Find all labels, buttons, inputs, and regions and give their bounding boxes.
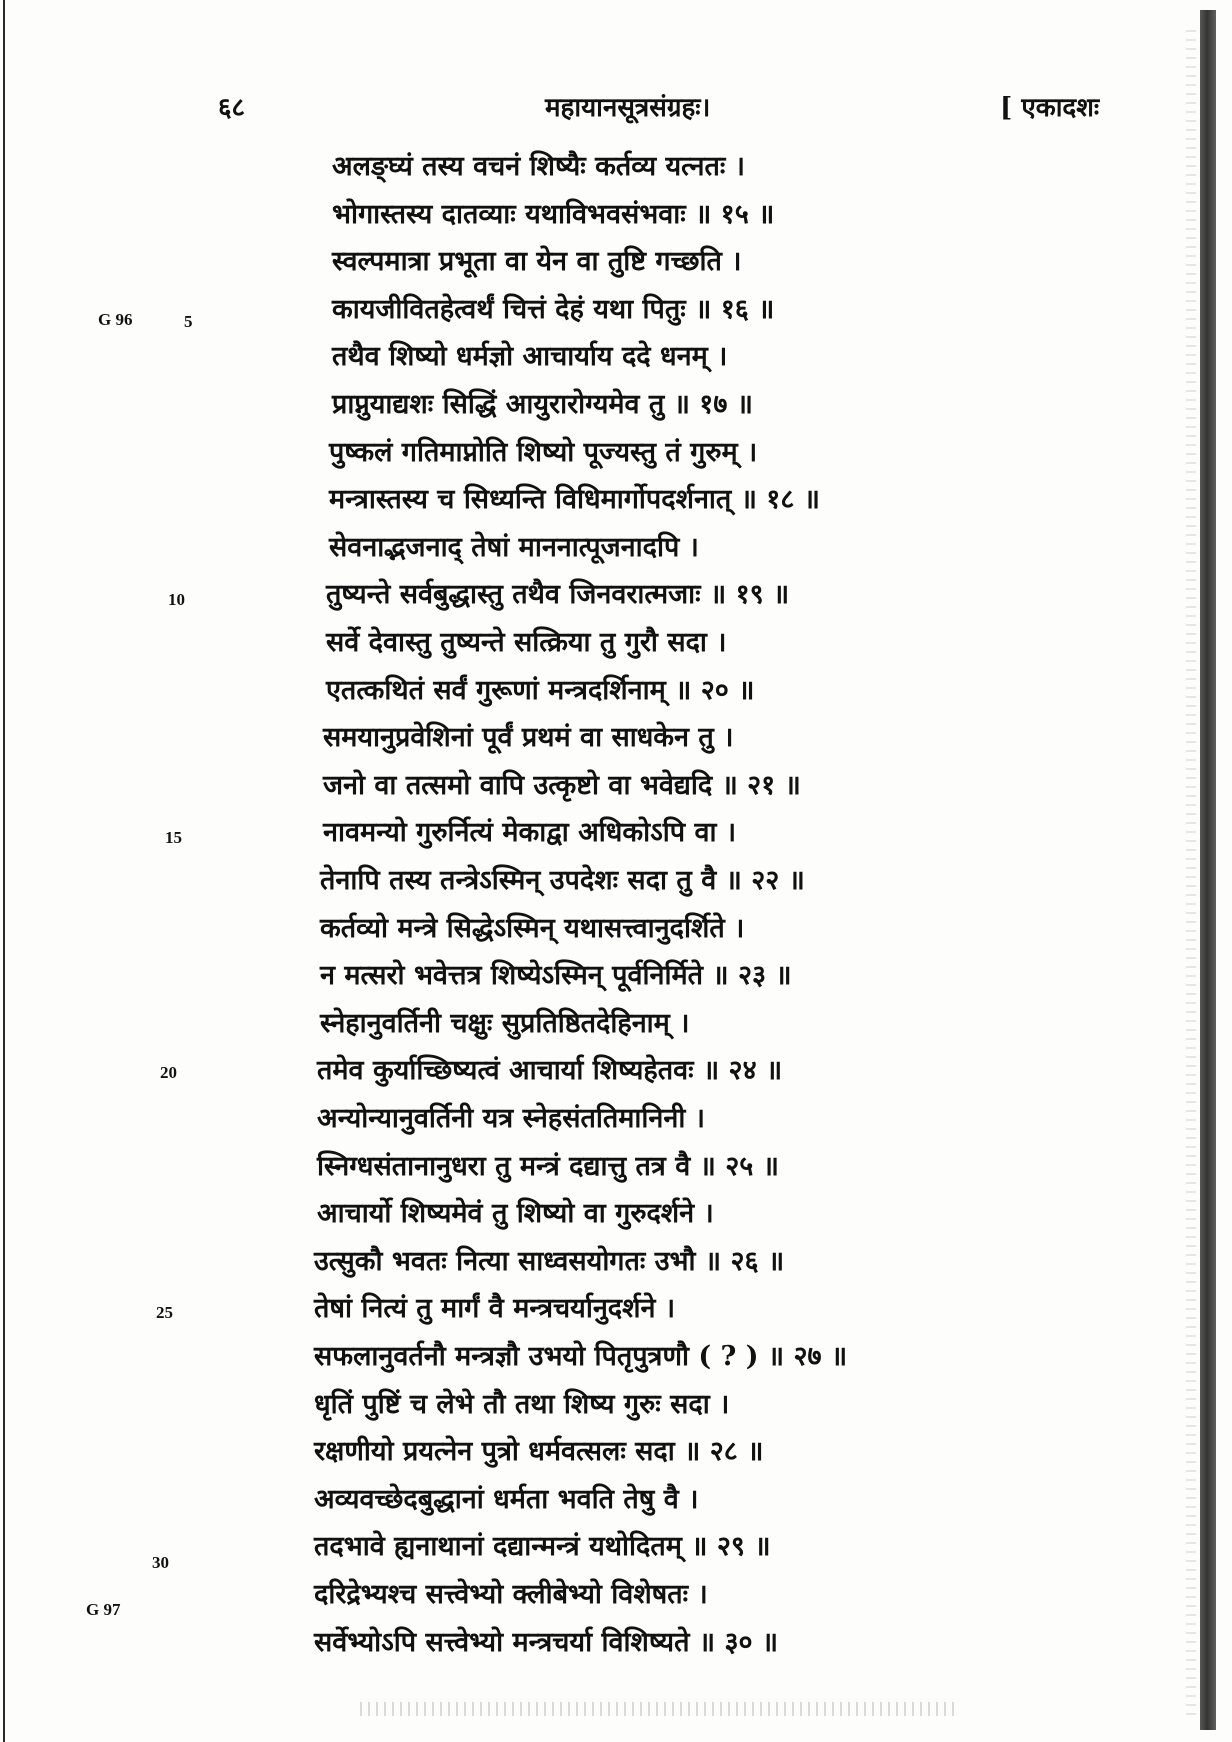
verse-line: समयानुप्रवेशिनां पूर्वं प्रथमं वा साधकेन तु । [323, 722, 734, 753]
line-number-20: 20 [160, 1063, 177, 1082]
verse-line: धृतिं पुष्टिं च लेभे तौ तथा शिष्य गुरुः सदा । [314, 1389, 730, 1420]
verse-line: तेषां नित्यं तु मार्गं वै मन्त्रचर्यानुदर्शने । [314, 1293, 676, 1324]
verse-line: रक्षणीयो प्रयत्नेन पुत्रो धर्मवत्सलः सदा ॥ २८ ॥ [314, 1436, 764, 1467]
page-edge-left [3, 0, 5, 1742]
folio-ref-g96: G 96 [98, 310, 133, 329]
verse-line: पुष्कलं गतिमाप्नोति शिष्यो पूज्यस्तु तं गुरुम् । [329, 437, 758, 468]
verse-line: सेवनाद्भजनाद् तेषां माननात्पूजनादपि । [329, 532, 699, 563]
verse-line: भोगास्तस्य दातव्याः यथाविभवसंभवाः ॥ १५ ॥ [332, 199, 775, 230]
verse-line: कायजीवितहेत्वर्थं चित्तं देहं यथा पितुः ॥ १६ ॥ [332, 294, 775, 325]
verse-line: स्वल्पमात्रा प्रभूता वा येन वा तुष्टि गच्छति । [332, 246, 742, 277]
verse-line: नावमन्यो गुरुर्नित्यं मेकाद्वा अधिकोऽपि वा । [323, 817, 737, 848]
verse-line: तथैव शिष्यो धर्मज्ञो आचार्याय ददे धनम् । [332, 341, 728, 372]
chapter-marker: [ एकादशः [1000, 93, 1100, 123]
verse-line: तेनापि तस्य तन्त्रेऽस्मिन् उपदेशः सदा तु वै ॥ २२ ॥ [320, 865, 805, 896]
verse-line: मन्त्रास्तस्य च सिध्यन्ति विधिमार्गोपदर्शनात् ॥ १८ ॥ [329, 484, 820, 515]
verse-line: स्नेहानुवर्तिनी चक्षुः सुप्रतिष्ठितदेहिनाम् । [320, 1008, 690, 1039]
verse-line: कर्तव्यो मन्त्रे सिद्धेऽस्मिन् यथासत्त्वानुदर्शिते । [320, 913, 745, 944]
book-spine-shadow [1200, 10, 1216, 1730]
verse-line: तुष्यन्ते सर्वबुद्धास्तु तथैव जिनवरात्मजाः ॥ १९ ॥ [326, 579, 790, 610]
folio-ref-g97: G 97 [86, 1600, 121, 1619]
verse-line: स्निग्धसंतानानुधरा तु मन्त्रं दद्यात्तु तत्र वै ॥ २५ ॥ [317, 1151, 779, 1182]
page-number: ६८ [218, 93, 246, 123]
verse-line: दरिद्रेभ्यश्च सत्त्वेभ्यो क्लीबेभ्यो विशेषतः । [314, 1579, 708, 1610]
scan-speckle [1186, 30, 1196, 1720]
verse-line: एतत्कथितं सर्वं गुरूणां मन्त्रदर्शिनाम् ॥ २० ॥ [326, 675, 755, 706]
verse-line: सर्वेभ्योऽपि सत्त्वेभ्यो मन्त्रचर्या विशिष्यते ॥ ३० ॥ [314, 1627, 779, 1658]
verse-line: सर्वे देवास्तु तुष्यन्ते सत्क्रिया तु गुरौ सदा । [326, 627, 727, 658]
verse-line: तमेव कुर्याच्छिष्यत्वं आचार्या शिष्यहेतवः ॥ २४ ॥ [317, 1055, 783, 1086]
verse-line: उत्सुकौ भवतः नित्या साध्वसयोगतः उभौ ॥ २६ ॥ [314, 1246, 785, 1277]
line-number-15: 15 [165, 828, 182, 847]
verse-line: अन्योन्यानुवर्तिनी यत्र स्नेहसंततिमानिनी । [317, 1103, 705, 1134]
scan-noise [360, 1702, 960, 1716]
running-title: महायानसूत्रसंग्रहः। [545, 93, 711, 123]
verse-line: न मत्सरो भवेत्तत्र शिष्येऽस्मिन् पूर्वनिर्मिते ॥ २३ ॥ [320, 960, 792, 991]
verse-line: आचार्यो शिष्यमेवं तु शिष्यो वा गुरुदर्शने । [317, 1198, 714, 1229]
verse-line: तदभावे ह्यनाथानां दद्यान्मन्त्रं यथोदितम् ॥ २९ ॥ [314, 1531, 771, 1562]
verse-line: अलङ्घ्यं तस्य वचनं शिष्यैः कर्तव्य यत्नतः । [332, 151, 745, 182]
line-number-25: 25 [156, 1303, 173, 1322]
verse-line: प्राप्नुयाद्यशः सिद्धिं आयुरारोग्यमेव तु ॥ १७ ॥ [332, 389, 753, 420]
verse-line: अव्यवच्छेदबुद्धानां धर्मता भवति तेषु वै । [314, 1484, 699, 1515]
verse-line: सफलानुवर्तनौ मन्त्रज्ञौ उभयो पितृपुत्रणौ ( ? ) ॥ २७ ॥ [314, 1341, 848, 1372]
line-number-5: 5 [184, 312, 193, 331]
verse-line: जनो वा तत्समो वापि उत्कृष्टो वा भवेद्यदि ॥ २१ ॥ [323, 770, 801, 801]
line-number-30: 30 [152, 1553, 169, 1572]
line-number-10: 10 [168, 590, 185, 609]
